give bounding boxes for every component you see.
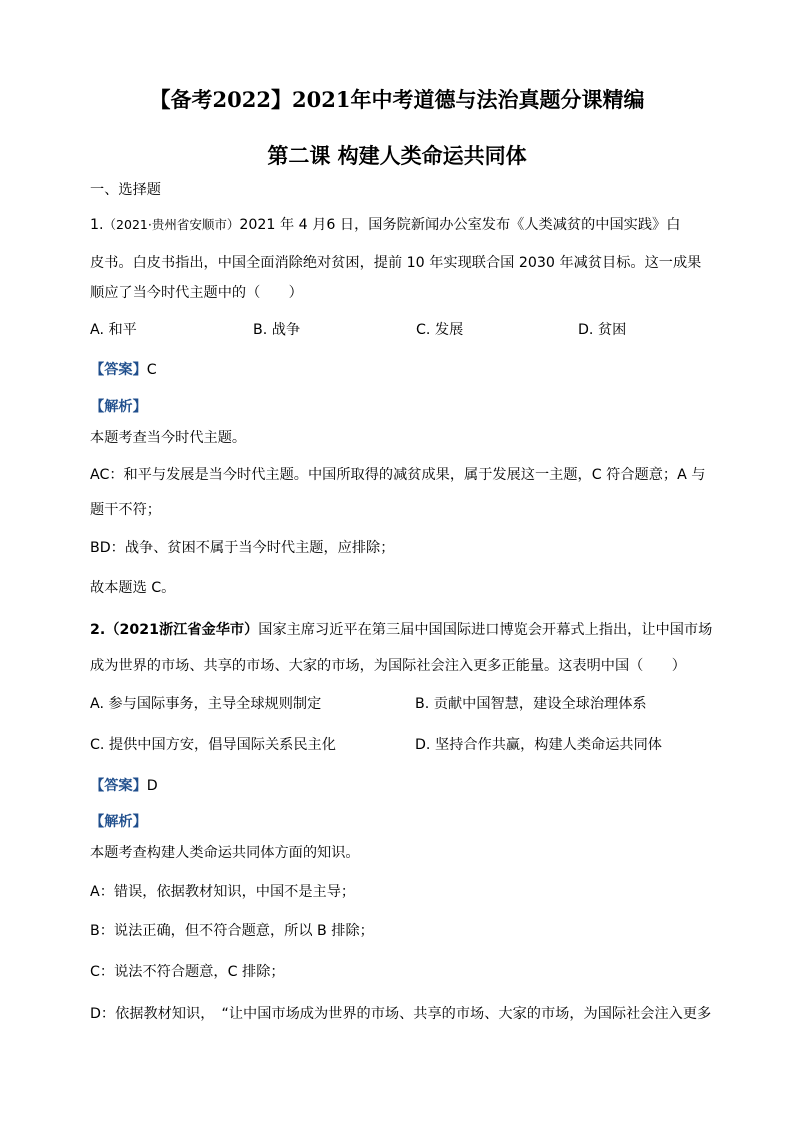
question-1-explanation-1: 本题考查当今时代主题。 [90,430,247,446]
question-2-answer [90,776,710,796]
question-2-text: 国家主席习近平在第三届中国国际进口博览会开幕式上指出，让中国市场 [258,622,713,638]
question-1-line-2: 皮书。白皮书指出，中国全面消除绝对贫困，提前 10 年实现联合国 2030 年减贫目标。这一成果 [90,255,702,271]
answer-tag: 【答案】 [90,362,147,378]
question-2-option-c: C. 提供中国方安，倡导国际关系民主化 [90,737,336,753]
document-title: 【备考2022】2021年中考道德与法治真题分课精编 [149,87,645,112]
section-heading: 一、选择题 [90,182,161,198]
question-1-explanation-2: AC：和平与发展是当今时代主题。中国所取得的减贫成果，属于发展这一主题，C 符合题意；A 与 [90,467,706,483]
question-2-analysis-tag: 【解析】 [90,814,147,830]
question-2-line-2: 成为世界的市场、共享的市场、大家的市场，为国际社会注入更多正能量。这表明中国（ ） [90,658,686,674]
question-1-explanation-5: 故本题选 C。 [90,580,176,596]
question-1-line-1 [90,215,710,235]
question-1-text: 2021 年 4 月6 日，国务院新闻办公室发布《人类减贫的中国实践》白 [239,217,681,233]
question-2-option-a: A. 参与国际事务，主导全球规则制定 [90,696,322,712]
question-2-explanation-4: C：说法不符合题意，C 排除； [90,964,285,980]
answer-tag: 【答案】 [90,778,147,794]
question-1-answer [90,360,710,380]
question-1-analysis-tag: 【解析】 [90,399,147,415]
question-2-explanation-3: B：说法正确，但不符合题意，所以 B 排除； [90,923,374,939]
question-2-explanation-2: A：错误，依据教材知识，中国不是主导； [90,884,356,900]
question-1-option-c: C. 发展 [416,322,464,338]
question-1-answer-value: C [146,362,157,378]
question-1-option-d: D. 贫困 [578,322,627,338]
question-2-number: 2. [90,622,106,638]
question-2-answer-value: D [146,778,158,794]
question-2-source: （2021浙江省金华市） [105,622,259,638]
question-1-option-b: B. 战争 [253,322,301,338]
question-2-option-b: B. 贡献中国智慧，建设全球治理体系 [415,696,647,712]
question-2-option-d: D. 坚持合作共赢，构建人类命运共同体 [415,737,662,753]
question-1-source: （2021·贵州省安顺市） [103,217,240,232]
question-1-option-a: A. 和平 [90,322,137,338]
question-2-line-1 [90,620,713,640]
question-1-explanation-3: 题干不符； [90,502,161,518]
lesson-subtitle: 第二课 构建人类命运共同体 [267,143,527,168]
question-1-number: 1. [90,217,104,233]
question-1-line-3: 顺应了当今时代主题中的（ ） [90,285,303,301]
question-2-explanation-5: D：依据教材知识， “让中国市场成为世界的市场、共享的市场、大家的市场，为国际社会注入更多 [90,1006,712,1022]
question-2-explanation-1: 本题考查构建人类命运共同体方面的知识。 [90,845,360,861]
question-1-explanation-4: BD：战争、贫困不属于当今时代主题，应排除； [90,540,395,556]
